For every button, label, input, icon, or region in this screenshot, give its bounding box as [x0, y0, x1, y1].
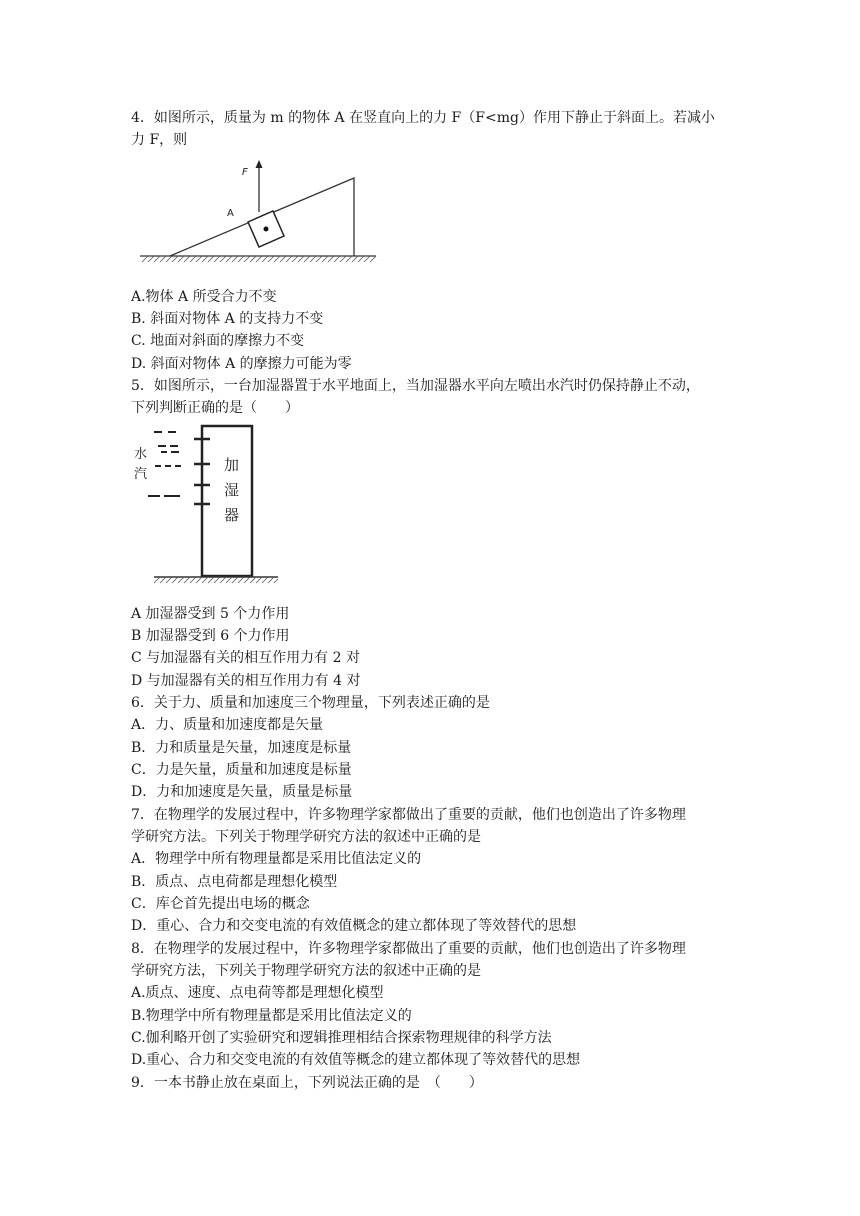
- q7-option-b: B．质点、点电荷都是理想化模型: [131, 874, 338, 890]
- force-label: F: [242, 167, 248, 178]
- q4-option-c: C. 地面对斜面的摩擦力不变: [131, 333, 305, 349]
- q5-option-d: D 与加湿器有关的相互作用力有 4 对: [131, 673, 361, 689]
- q8-stem-line1: 8．在物理学的发展过程中，许多物理学家都做出了重要的贡献，他们也创造出了许多物理: [131, 941, 686, 957]
- q6-option-a: A．力、质量和加速度都是矢量: [131, 717, 324, 733]
- q8-option-d: D.重心、合力和交变电流的有效值等概念的建立都体现了等效替代的思想: [131, 1052, 581, 1068]
- device-label-1: 加: [224, 456, 240, 474]
- q8-option-c: C.伽利略开创了实验研究和逻辑推理相结合探索物理规律的科学方法: [131, 1030, 552, 1046]
- q5-stem-line2: 下列判断正确的是（ ）: [131, 400, 299, 416]
- q4-stem-line1: 4．如图所示，质量为 m 的物体 A 在竖直向上的力 F（F<mg）作用下静止于斜面上。若减小: [131, 110, 715, 126]
- q4-option-a: A.物体 A 所受合力不变: [131, 289, 277, 305]
- vapor-label-1: 水: [134, 447, 148, 462]
- device-label-3: 器: [224, 506, 240, 524]
- q4-option-b: B. 斜面对物体 A 的支持力不变: [131, 311, 324, 327]
- q9-stem: 9．一本书静止放在桌面上，下列说法正确的是 （ ）: [131, 1075, 483, 1091]
- q8-stem-line2: 学研究方法，下列关于物理学研究方法的叙述中正确的是: [131, 963, 481, 979]
- q5-option-b: B 加湿器受到 6 个力作用: [131, 628, 290, 644]
- device-label-2: 湿: [224, 481, 240, 499]
- q6-stem: 6．关于力、质量和加速度三个物理量，下列表述正确的是: [131, 695, 490, 711]
- block-label: A: [227, 208, 234, 219]
- q7-stem-line1: 7．在物理学的发展过程中，许多物理学家都做出了重要的贡献，他们也创造出了许多物理: [131, 807, 686, 823]
- q7-option-d: D．重心、合力和交变电流的有效值概念的建立都体现了等效替代的思想: [131, 918, 577, 934]
- q6-option-d: D．力和加速度是矢量，质量是标量: [131, 784, 353, 800]
- q4-incline-figure: [140, 156, 380, 268]
- q4-stem-line2: 力 F，则: [131, 132, 188, 148]
- q5-option-c: C 与加湿器有关的相互作用力有 2 对: [131, 650, 360, 666]
- q5-option-a: A 加湿器受到 5 个力作用: [131, 606, 290, 622]
- q5-stem-line1: 5．如图所示，一台加湿器置于水平地面上，当加湿器水平向左喷出水汽时仍保持静止不动，: [131, 378, 700, 394]
- q7-stem-line2: 学研究方法。下列关于物理学研究方法的叙述中正确的是: [131, 829, 481, 845]
- q8-option-b: B.物理学中所有物理量都是采用比值法定义的: [131, 1008, 412, 1024]
- q7-option-a: A．物理学中所有物理量都是采用比值法定义的: [131, 851, 422, 867]
- q6-option-c: C．力是矢量，质量和加速度是标量: [131, 762, 352, 778]
- q7-option-c: C．库仑首先提出电场的概念: [131, 896, 310, 912]
- vapor-label-2: 汽: [134, 467, 148, 482]
- q6-option-b: B．力和质量是矢量，加速度是标量: [131, 740, 352, 756]
- q8-option-a: A.质点、速度、点电荷等都是理想化模型: [131, 985, 384, 1001]
- q5-humidifier-figure: [128, 420, 288, 590]
- q4-option-d: D. 斜面对物体 A 的摩擦力可能为零: [131, 356, 352, 372]
